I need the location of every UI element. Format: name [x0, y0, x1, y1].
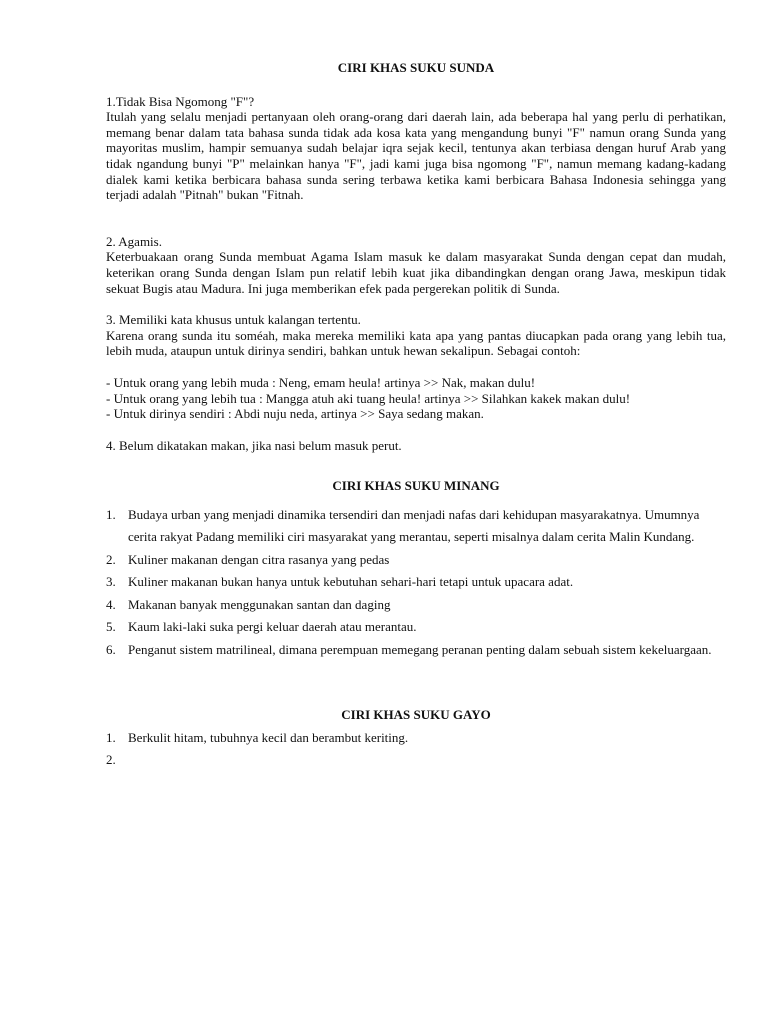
minang-list: [106, 504, 726, 662]
sunda-example-2: - Untuk orang yang lebih tua : Mangga atuh aki tuang heula! artinya >> Silahkan kakek makan dulu!: [106, 390, 631, 406]
gayo-list: 1. Berkulit hitam, tubuhnya kecil dan berambut keriting. 2.: [106, 727, 726, 750]
list-item: 5. Kaum laki-laki suka pergi keluar daerah atau merantau.: [106, 619, 417, 635]
list-item: 2. Kuliner makanan dengan citra rasanya yang pedas: [106, 551, 390, 567]
sunda-point-2-heading: 2. Agamis.: [106, 233, 162, 249]
sunda-point-3-heading: 3. Memiliki kata khusus untuk kalangan tertentu.: [106, 312, 361, 328]
sunda-point-4: 4. Belum dikatakan makan, jika nasi belum masuk perut.: [106, 437, 402, 453]
list-item: 1. Berkulit hitam, tubuhnya kecil dan berambut keriting.: [106, 729, 409, 745]
sunda-example-3: - Untuk dirinya sendiri : Abdi nuju neda, artinya >> Saya sedang makan.: [106, 406, 484, 422]
sunda-point-2-body: Keterbuakaan orang Sunda membuat Agama Islam masuk ke dalam masyarakat Sunda dengan cepat dan mudah, keterikan orang Sunda dengan Islam pun relatif lebih kuat jika dibandingkan dengan orang Jawa, meskipun tidak sekuat Bugis atau Madura. Ini juga memberikan efek pada pergerekan politik di Sunda.: [106, 249, 726, 296]
sunda-point-3-body: Karena orang sunda itu soméah, maka mereka memiliki kata apa yang pantas diucapkan pada orang yang lebih tua, lebih muda, ataupun untuk dirinya sendiri, bahkan untuk hewan sekalipun. Sebagai contoh:: [106, 327, 726, 359]
title-suku-sunda: CIRI KHAS SUKU SUNDA: [337, 60, 495, 75]
list-item: 3. Kuliner makanan bukan hanya untuk kebutuhan sehari-hari tetapi untuk upacara adat.: [106, 574, 574, 590]
sunda-point-1-heading: 1.Tidak Bisa Ngomong "F"?: [106, 93, 255, 109]
sunda-example-1: - Untuk orang yang lebih muda : Neng, emam heula! artinya >> Nak, makan dulu!: [106, 374, 536, 390]
sunda-point-1-body: Itulah yang selalu menjadi pertanyaan oleh orang-orang dari daerah lain, ada beberapa hal yang perlu di perhatikan, memang benar dalam tata bahasa sunda tidak ada kosa kata yang mengandung bunyi "F" namun orang Sunda yang mayoritas muslim, hampir semuanya sudah belajar iqra sejak kecil, tentunya akan terbiasa dengan huruf Arab yang tidak ngandung bunyi "P" melainkan hanya "F", jadi kami juga bisa ngomong "F", namun memang kadang-kadang dialek kami ketika berbicara bahasa sunda sering terbawa ketika kami berbicara Bahasa Indonesia sehingga yang terjadi adalah "Pitnah" bukan "Fitnah.: [106, 109, 726, 203]
title-suku-gayo: CIRI KHAS SUKU GAYO: [341, 707, 491, 723]
list-item: 1. Budaya urban yang menjadi dinamika tersendiri dan menjadi nafas dari kehidupan masyarakatnya. Umumnya cerita rakyat Padang memiliki ciri masyarakat yang merantau, seperti misalnya dalam cerita Malin Kundang.: [106, 506, 700, 545]
list-item: 4. Makanan banyak menggunakan santan dan daging: [106, 596, 391, 612]
title-suku-minang: CIRI KHAS SUKU MINANG: [332, 478, 500, 494]
list-item: 6. Penganut sistem matrilineal, dimana perempuan memegang peranan penting dalam sebuah sistem kekeluargaan.: [106, 641, 712, 657]
document-page: [106, 60, 726, 768]
